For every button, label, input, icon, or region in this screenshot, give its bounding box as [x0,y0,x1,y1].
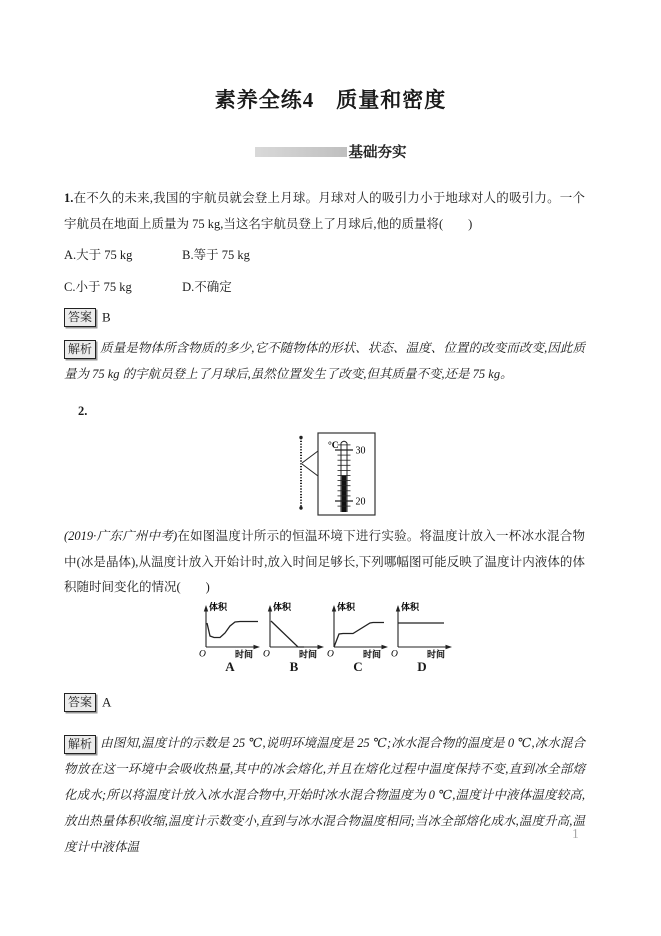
graph-a-label: A [225,659,235,674]
graph-a-svg [198,601,262,659]
page-number: 1 [572,826,579,841]
origin-label: O [263,649,270,659]
question-1-number: 1. [64,191,74,205]
question-1-options-row-2 [64,277,585,297]
curve-c [334,623,384,648]
origin-label: O [391,649,398,659]
question-2-number: 2. [78,404,88,418]
answer-tag: 答案 [64,693,96,712]
x-axis-arrow [318,645,325,649]
graph-d-svg [390,601,454,659]
option-a: A.大于 75 kg [64,248,133,262]
graph-options-row [198,601,454,673]
section-header [0,141,661,162]
graph-option-c [326,601,390,673]
callout-line-upper [302,451,318,463]
y-axis-label: 体积 [337,602,356,612]
origin-label: O [199,649,206,659]
question-2-stem [64,524,585,601]
option-c: C.小于 75 kg [64,280,132,294]
graph-c-svg [326,601,390,659]
question-1-analysis [64,335,585,387]
answer-tag: 答案 [64,308,96,327]
y-axis-label: 体积 [273,602,292,612]
question-2-answer: A [102,694,112,710]
section-header-label: 基础夯实 [348,145,407,161]
question-1-text: 在不久的未来,我国的宇航员就会登上月球。月球对人的吸引力小于地球对人的吸引力。一个宇航员在地面上质量为 75 kg,当这名宇航员登上了月球后,他的质量将( ) [64,191,585,231]
graph-option-a [198,601,262,673]
question-1-analysis-text: 质量是物体所含物质的多少,它不随物体的形状、状态、温度、位置的改变而改变,因此质量为 75 kg 的宇航员登上了月球后,虽然位置发生了改变,但其质量不变,还是 75 kg。 [64,341,585,381]
thermometer-unit-label: °C [328,441,339,451]
thermometer-svg [292,428,392,523]
scale-label-30: 30 [355,445,366,457]
question-2-source: (2019·广东广州中考) [64,529,178,543]
thermometer-stem-top-dot [299,436,302,439]
scale-label-20: 20 [355,496,366,508]
graph-c-label: C [353,659,363,674]
graph-b-svg [262,601,326,659]
question-2-answer-row [64,692,585,712]
x-axis-arrow [446,645,453,649]
analysis-tag: 解析 [64,735,96,754]
x-axis-arrow [382,645,389,649]
x-axis-label: 时间 [299,649,318,659]
curve-b [271,621,304,647]
graph-b-label: B [289,659,299,674]
thermometer-stem-bottom-dot [299,506,302,509]
question-2-text: 在如图温度计所示的恒温环境下进行实验。将温度计放入一杯冰水混合物中(冰是晶体),从温度计放入开始计时,放入时间足够长,下列哪幅图可能反映了温度计内液体的体积随时间变化的情况( ) [64,529,585,594]
y-axis-label: 体积 [401,602,420,612]
thermometer-figure [292,428,392,528]
question-1-stem [64,186,585,237]
y-axis-arrow [332,605,336,612]
option-d: D.不确定 [182,280,232,294]
x-axis-arrow [254,645,261,649]
question-2-analysis [64,730,585,860]
graph-option-d [390,601,454,673]
y-axis-arrow [268,605,272,612]
question-2-analysis-text: 由图知,温度计的示数是 25 ℃,说明环境温度是 25 ℃;冰水混合物的温度是 0 ℃,冰水混合物放在这一环境中会吸收热量,其中的冰会熔化,并且在熔化过程中温度保持不变,直到冰全部熔化成水;所以将温度计放入冰水混合物中,开始时冰水混合物温度为 0 ℃,温度计中液体温度较高,放出热量体积收缩,温度计示数变小,直到与冰水混合物温度相同;当冰全部熔化成水,温度升高,温度计中液体温 [64,736,585,854]
question-1-answer-row [64,307,585,327]
page-title: 素养全练4 质量和密度 [214,88,447,112]
graph-option-b [262,601,326,673]
x-axis-label: 时间 [235,649,254,659]
y-axis-arrow [204,605,208,612]
y-axis-arrow [396,605,400,612]
y-axis-label: 体积 [209,602,228,612]
option-b: B.等于 75 kg [182,248,250,262]
graph-d-label: D [417,659,427,674]
x-axis-label: 时间 [363,649,382,659]
callout-line-lower [302,464,318,476]
analysis-tag: 解析 [64,340,96,359]
x-axis-label: 时间 [427,649,446,659]
section-header-bar [255,147,347,157]
question-1-options-row-1 [64,245,585,265]
curve-a [207,622,258,638]
origin-label: O [327,649,334,659]
question-1-answer: B [102,309,111,325]
